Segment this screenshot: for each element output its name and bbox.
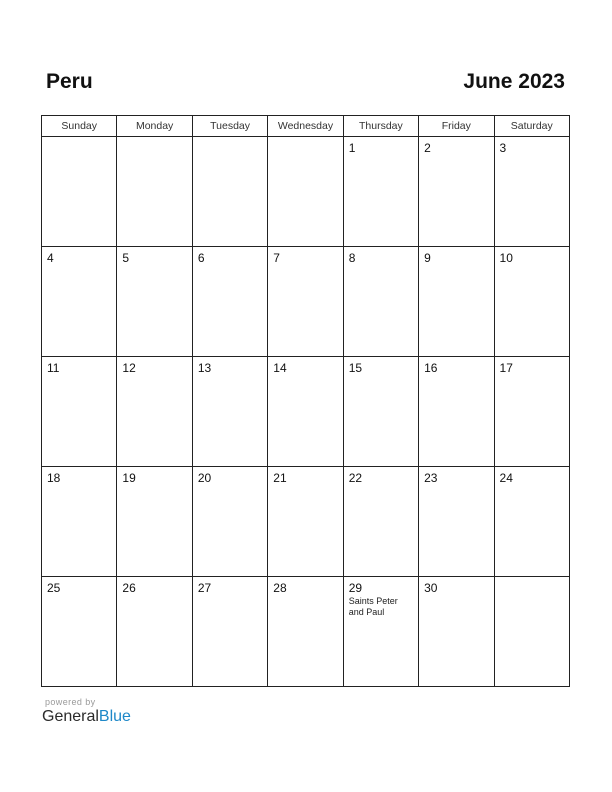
day-number: 14 [273, 361, 287, 375]
weekday-wednesday: Wednesday [268, 116, 343, 137]
day-cell [42, 467, 117, 577]
day-cell [494, 577, 569, 687]
day-cell [343, 357, 418, 467]
day-number: 19 [122, 471, 136, 485]
day-number: 26 [122, 581, 136, 595]
month-year-title: June 2023 [463, 70, 565, 93]
weekday-tuesday: Tuesday [192, 116, 267, 137]
day-cell [419, 247, 494, 357]
day-cell [42, 247, 117, 357]
day-number: 21 [273, 471, 287, 485]
day-cell [42, 577, 117, 687]
day-number: 25 [47, 581, 61, 595]
day-number: 8 [348, 251, 356, 265]
day-cell [117, 467, 192, 577]
day-cell [192, 137, 267, 247]
day-cell [343, 247, 418, 357]
day-cell [343, 467, 418, 577]
day-cell [117, 137, 192, 247]
calendar-week-row [42, 247, 570, 357]
day-cell [268, 247, 343, 357]
weekday-saturday: Saturday [494, 116, 569, 137]
day-cell [268, 357, 343, 467]
day-number [268, 137, 342, 141]
calendar-grid [41, 115, 570, 687]
day-cell [192, 467, 267, 577]
day-cell [268, 577, 343, 687]
brand-logo-blue: Blue [98, 708, 131, 725]
day-cell [117, 357, 192, 467]
day-cell [268, 467, 343, 577]
calendar-week-row [42, 357, 570, 467]
day-number: 13 [197, 361, 212, 375]
brand-logo-general: General [42, 708, 99, 725]
calendar-week-row [42, 467, 570, 577]
day-cell [419, 467, 494, 577]
day-number: 24 [499, 471, 513, 485]
day-cell [192, 577, 267, 687]
day-number: 11 [47, 361, 60, 375]
powered-by-label: powered by [45, 697, 96, 707]
day-number: 5 [122, 251, 130, 265]
day-number: 9 [424, 251, 431, 265]
day-number: 7 [273, 251, 280, 265]
day-number: 22 [348, 471, 363, 485]
day-cell [192, 247, 267, 357]
day-cell [117, 247, 192, 357]
day-cell [117, 577, 192, 687]
day-number: 16 [424, 361, 438, 375]
day-number: 27 [197, 581, 212, 595]
day-number: 1 [348, 141, 356, 155]
brand-logo [42, 708, 131, 726]
day-cell [343, 577, 418, 687]
footer-branding [42, 697, 131, 726]
calendar-week-row [42, 137, 570, 247]
day-cell [494, 467, 569, 577]
day-number [42, 137, 116, 141]
day-number: 30 [424, 581, 438, 595]
day-cell [42, 137, 117, 247]
day-cell [419, 577, 494, 687]
day-cell [343, 137, 418, 247]
calendar-body [42, 137, 570, 687]
day-number: 20 [197, 471, 212, 485]
day-number: 18 [47, 471, 61, 485]
day-number: 12 [122, 361, 136, 375]
day-number: 15 [348, 361, 363, 375]
calendar-week-row [42, 577, 570, 687]
day-number: 6 [197, 251, 205, 265]
day-cell [494, 357, 569, 467]
weekday-header-row [42, 116, 570, 137]
weekday-thursday: Thursday [343, 116, 418, 137]
day-cell [494, 137, 569, 247]
day-number: 17 [499, 361, 513, 375]
weekday-friday: Friday [419, 116, 494, 137]
weekday-monday: Monday [117, 116, 192, 137]
day-number: 4 [47, 251, 54, 265]
day-cell [494, 247, 569, 357]
day-number [117, 137, 191, 141]
day-cell [268, 137, 343, 247]
day-cell [419, 357, 494, 467]
day-number: 10 [499, 251, 513, 265]
day-number: 28 [273, 581, 287, 595]
weekday-sunday: Sunday [42, 116, 117, 137]
day-number: 23 [424, 471, 438, 485]
day-cell [419, 137, 494, 247]
holiday-label: Saints Peter and Paul [348, 596, 398, 617]
day-number: 3 [499, 141, 507, 155]
day-number [495, 577, 569, 581]
country-title: Peru [46, 70, 93, 93]
day-cell [42, 357, 117, 467]
day-number: 29 [348, 581, 363, 595]
day-number [193, 137, 267, 141]
day-cell [192, 357, 267, 467]
day-number: 2 [424, 141, 431, 155]
